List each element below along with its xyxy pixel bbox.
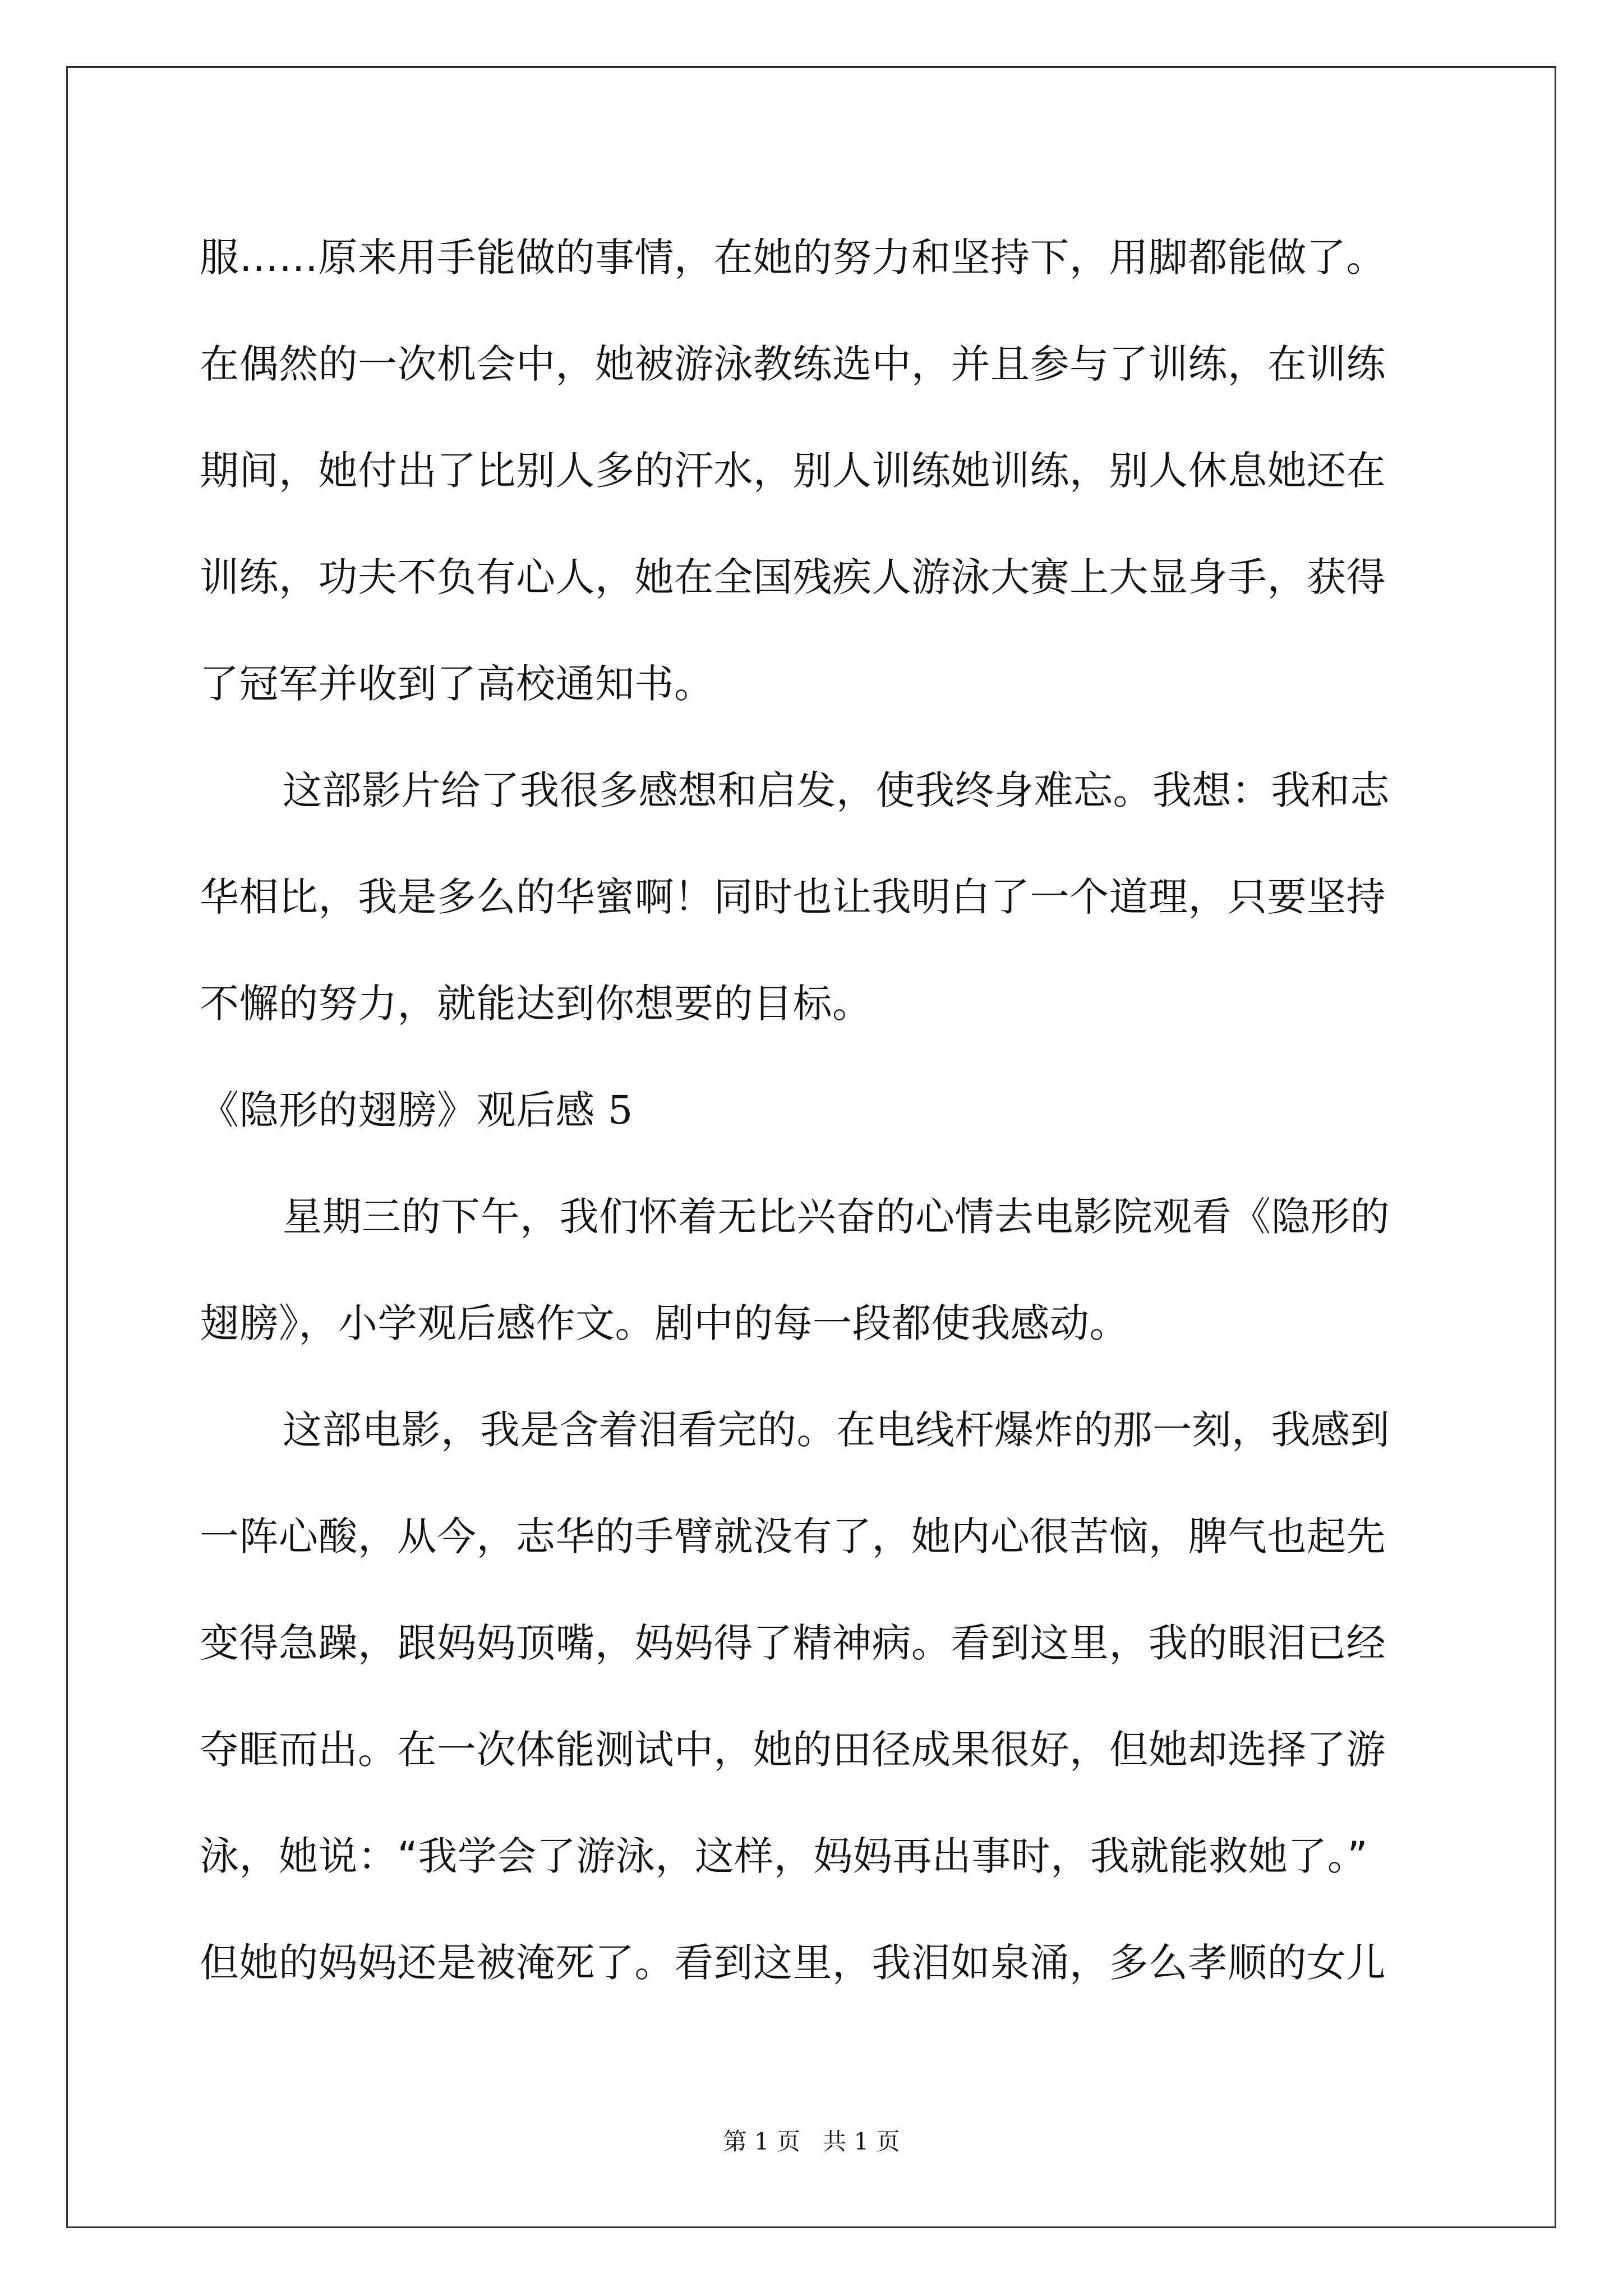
text-line: 这部电影，我是含着泪看完的。在电线杆爆炸的那一刻，我感到 xyxy=(283,1407,1390,1453)
text-line: 华相比，我是多么的华蜜啊！同时也让我明白了一个道理，只要坚持 xyxy=(200,874,1386,920)
text-line: 这部影片给了我很多感想和启发，使我终身难忘。我想：我和志 xyxy=(283,767,1390,813)
page-footer: 第 1 页 共 1 页 xyxy=(723,2128,900,2155)
text-line: 变得急躁，跟妈妈顶嘴，妈妈得了精神病。看到这里，我的眼泪已经 xyxy=(200,1620,1386,1666)
text-line: 泳，她说：“我学会了游泳，这样，妈妈再出事时，我就能救她了。” xyxy=(200,1833,1368,1879)
text-line: 翅膀》，小学观后感作文。剧中的每一段都使我感动。 xyxy=(200,1300,1129,1346)
text-line: 星期三的下午，我们怀着无比兴奋的心情去电影院观看《隐形的 xyxy=(283,1194,1390,1240)
document-body xyxy=(200,204,1433,2016)
section-heading: 《隐形的翅膀》观后感 5 xyxy=(200,1087,633,1133)
text-line: 在偶然的一次机会中，她被游泳教练选中，并且参与了训练，在训练 xyxy=(200,341,1386,387)
text-line: 夺眶而出。在一次体能测试中，她的田径成果很好，但她却选择了游 xyxy=(200,1727,1386,1773)
text-line: 训练，功夫不负有心人，她在全国残疾人游泳大赛上大显身手，获得 xyxy=(200,554,1386,600)
text-line: 服……原来用手能做的事情，在她的努力和坚持下，用脚都能做了。 xyxy=(200,234,1386,280)
text-line: 不懈的努力，就能达到你想要的目标。 xyxy=(200,981,872,1027)
text-line: 但她的妈妈还是被淹死了。看到这里，我泪如泉涌，多么孝顺的女儿 xyxy=(200,1940,1386,1986)
text-line: 一阵心酸，从今，志华的手臂就没有了，她内心很苦恼，脾气也起先 xyxy=(200,1513,1386,1559)
text-line: 了冠军并收到了高校通知书。 xyxy=(200,661,714,707)
text-line: 期间，她付出了比别人多的汗水，别人训练她训练，别人休息她还在 xyxy=(200,448,1386,494)
